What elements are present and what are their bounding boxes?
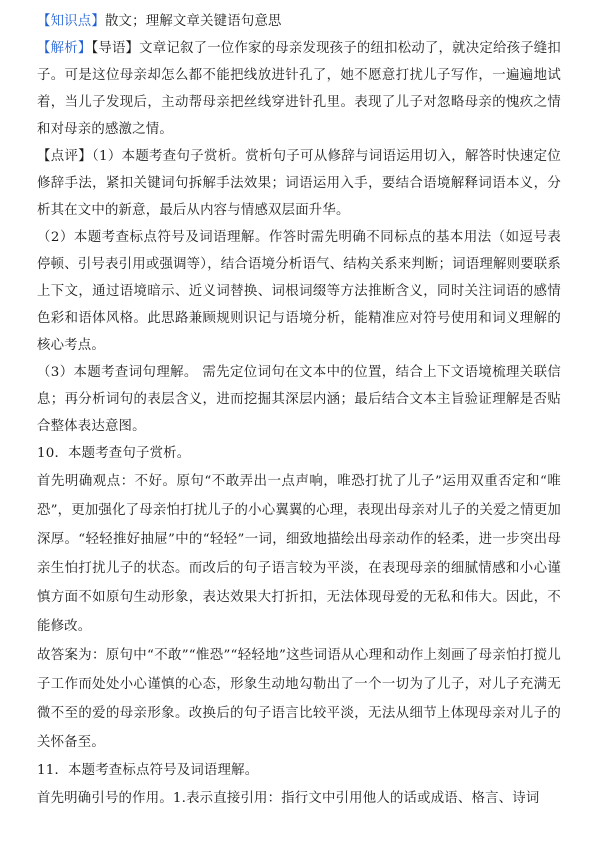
- knowledge-text: 散文；理解文章关键语句意思: [104, 14, 282, 29]
- analysis-text: 【导语】文章记叙了一位作家的母亲发现孩子的纽扣松动了，就决定给孩子缝扣子。可是这位母亲却怎么都不能把线放进针孔了，她不愿意打扰儿子写作，一遍遍地试着，当儿子发现后，主动帮母亲把丝线穿进针孔里。表现了儿子对忽略母亲的愧疚之情和对母亲的感激之情。: [37, 41, 561, 137]
- q11-heading: 11．本题考查标点符号及词语理解。: [37, 763, 259, 778]
- document-content: [37, 8, 561, 813]
- review-paragraph-1: 【点评】（1）本题考查句子赏析。赏析句子可从修辞与词语运用切入，解答时快速定位修辞手法，紧扣关键词句拆解手法效果；词语运用入手，要结合语境解释词语本义，分析其在文中的新意，最后从内容与情感双层面升华。: [37, 149, 561, 218]
- q10-answer: 故答案为：原句中“不敢”“惟恐”“轻轻地”这些词语从心理和动作上刻画了母亲怕打搅儿子工作而处处小心谨慎的心态，形象生动地勾勒出了一个一切为了儿子，对儿子充满无微不至的爱的母亲形象。改换后的句子语言比较平淡，无法从细节上体现母亲对儿子的关怀备至。: [37, 648, 561, 750]
- knowledge-tag: 【知识点】: [37, 14, 105, 29]
- q11-body: 首先明确引号的作用。1.表示直接引用：指行文中引用他人的话或成语、格言、诗词: [37, 791, 540, 806]
- q10-body: 首先明确观点：不好。原句“不敢弄出一点声响，唯恐打扰了儿子”运用双重否定和“唯恐”，更加强化了母亲怕打扰儿子的小心翼翼的心理，表现出母亲对儿子的关爱之情更加深厚。“轻轻推好抽屉”中的“轻轻”一词，细致地描绘出母亲动作的轻柔，进一步突出母亲生怕打扰儿子的状态。而改后的句子语言较为平淡，在表现母亲的细腻情感和小心谨慎方面不如原句生动形象，表达效果大打折扣，无法体现母爱的无私和伟大。因此，不能修改。: [37, 474, 561, 634]
- analysis-tag: 【解析】: [37, 41, 92, 56]
- q10-heading: 10．本题考查句子赏析。: [37, 446, 191, 461]
- knowledge-point: [37, 8, 561, 35]
- analysis-paragraph: [37, 35, 561, 143]
- review-paragraph-2: （2）本题考查标点符号及词语理解。作答时需先明确不同标点的基本用法（如逗号表停顿、引号表引用或强调等），结合语境分析语气、结构关系来判断；词语理解则要联系上下文，通过语境暗示、近义词替换、词根词缀等方法推断含义，同时关注词语的感情色彩和语体风格。此思路兼顾规则识记与语境分析，能精准应对符号使用和词义理解的核心考点。: [37, 230, 561, 353]
- review-paragraph-3: （3）本题考查词句理解。 需先定位词句在文本中的位置，结合上下文语境梳理关联信息；再分析词句的表层含义，进而挖掘其深层内涵；最后结合文本主旨验证理解是否贴合整体表达意图。: [37, 365, 561, 434]
